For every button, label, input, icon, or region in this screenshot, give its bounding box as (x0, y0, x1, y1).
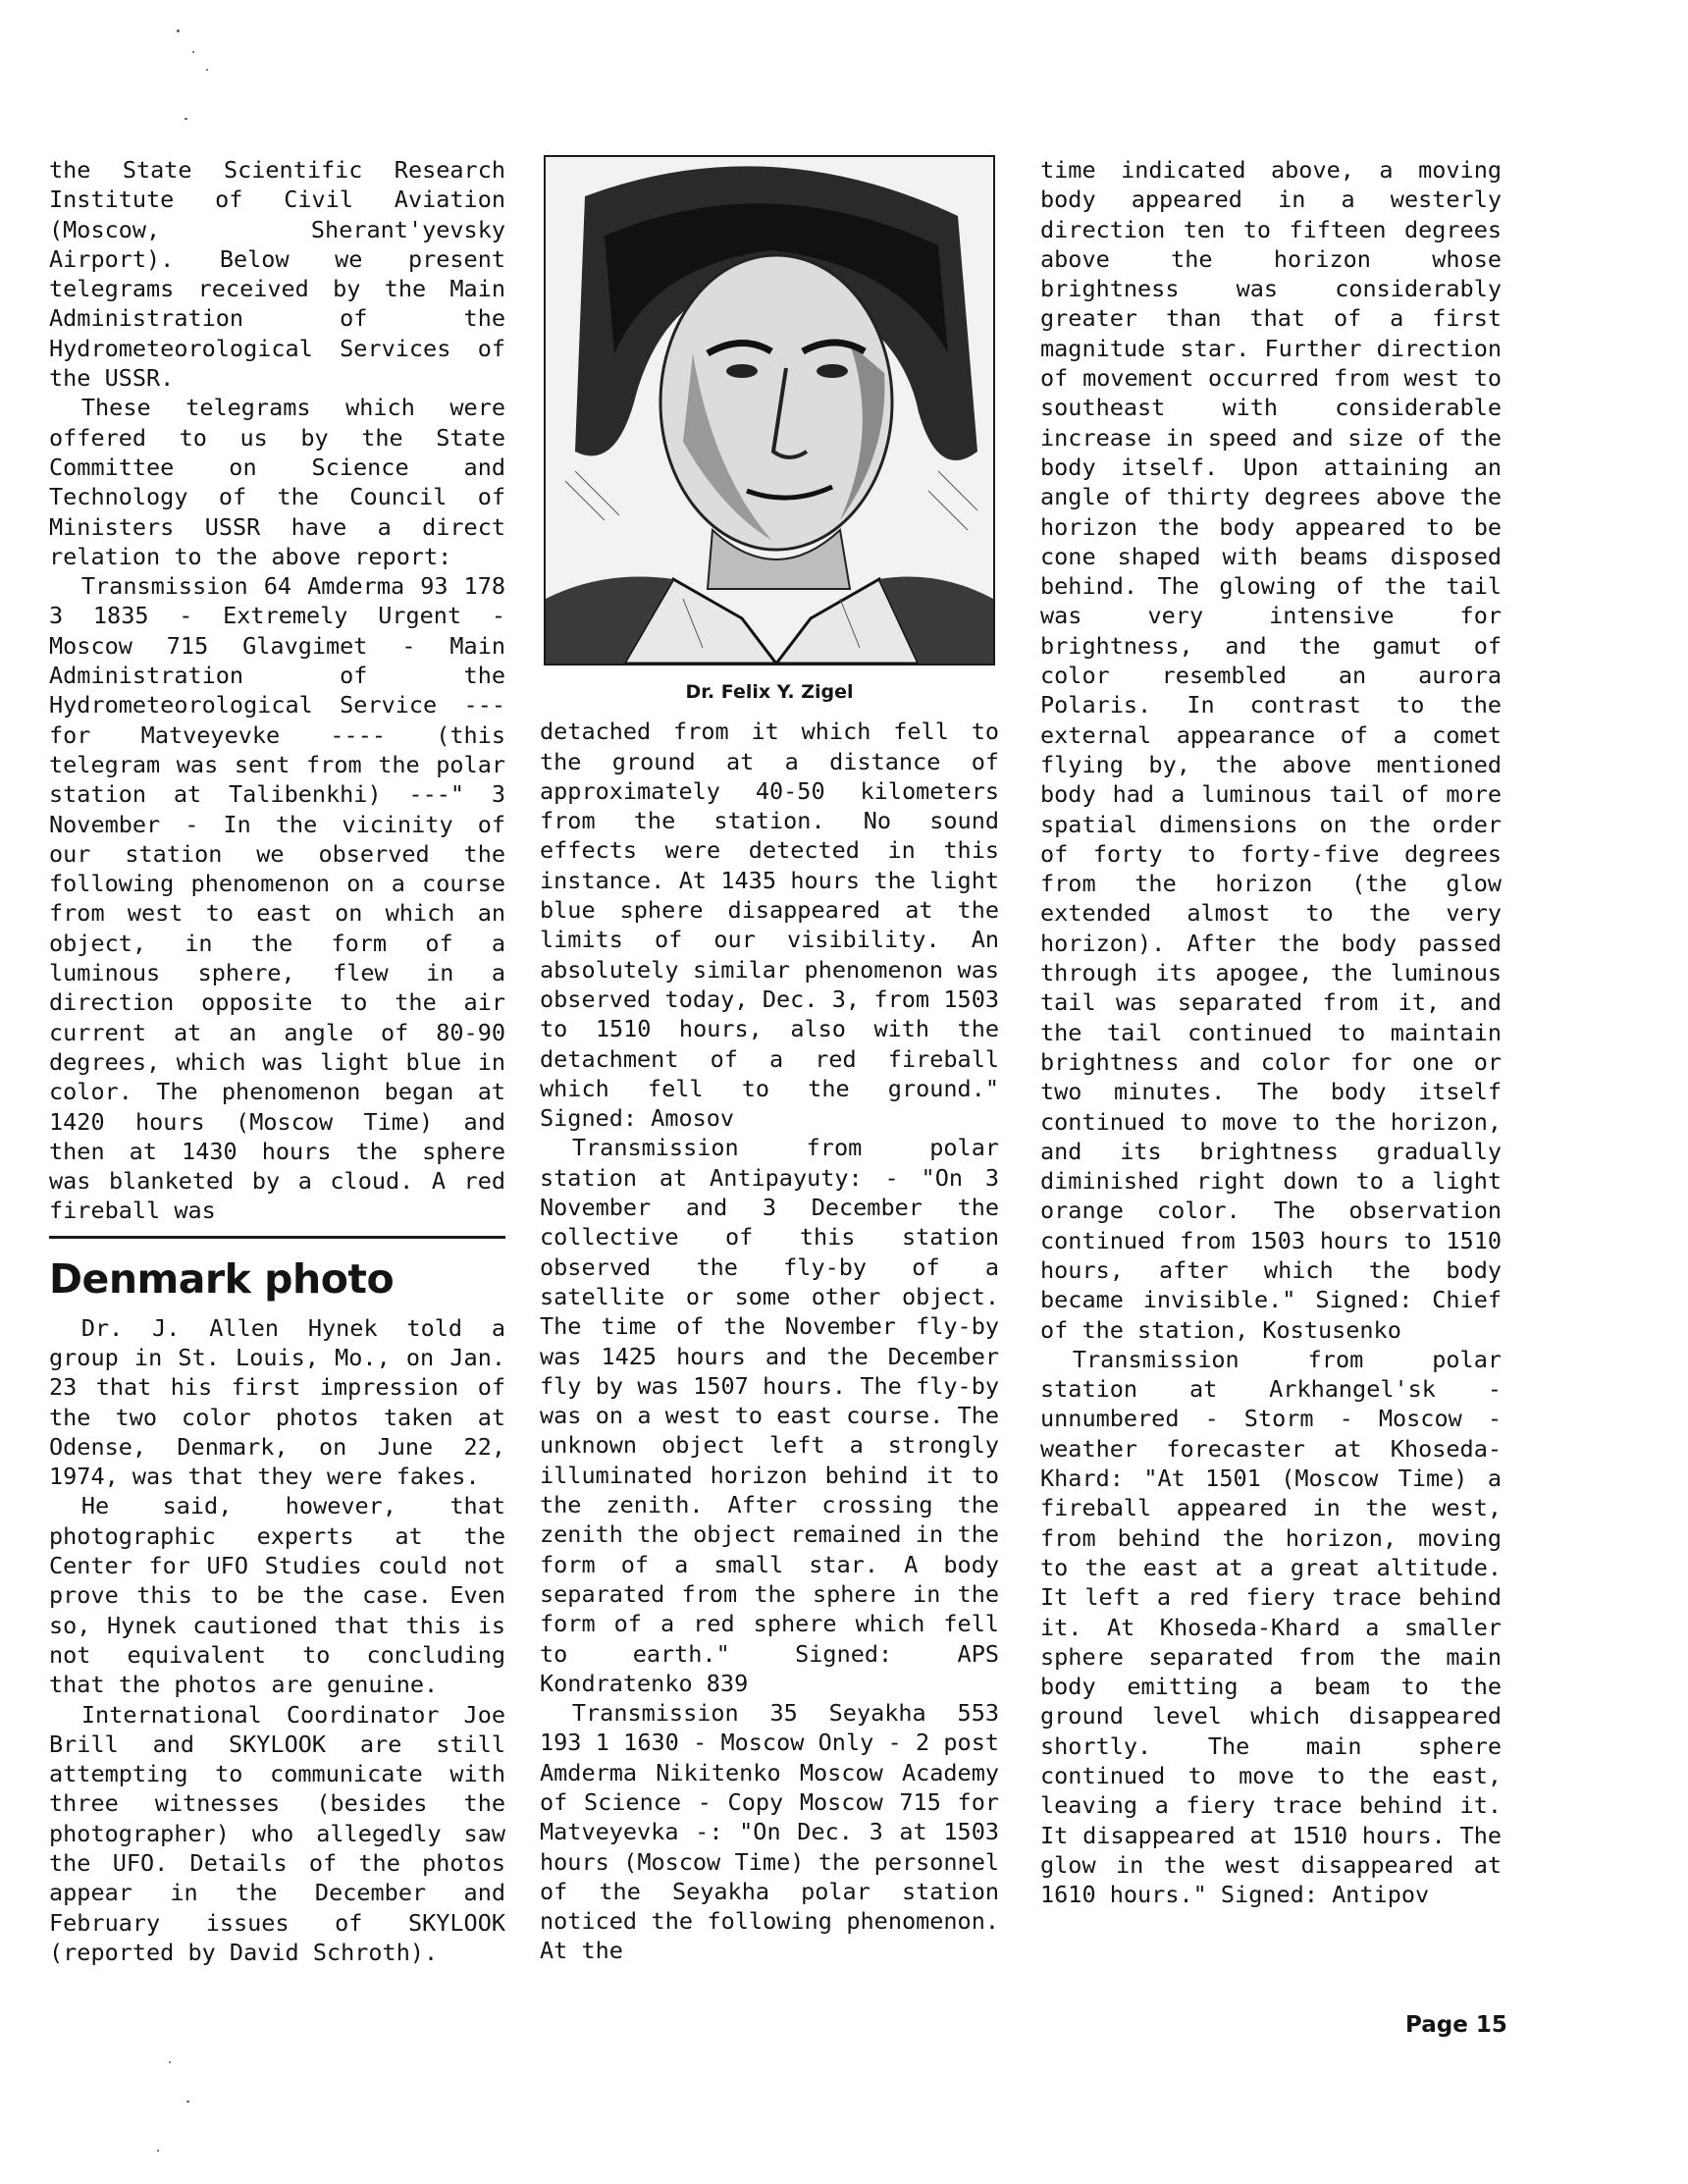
paragraph: the State Scientific Research Institute of Civil Aviation (Moscow, Sherant'yevsky Airport). Below we present telegrams received by the Main Administration of the Hydrometeorological Services of the USSR. (49, 156, 505, 393)
paragraph: Transmission from polar station at Antipayuty: - "On 3 November and 3 December the collective of this station observed the fly-by of a satellite or some other object. The time of the November fly-by was 1425 hours and the December fly by was 1507 hours. The fly-by was on a west to east course. The unknown object left a strongly illuminated horizon behind it to the zenith. After crossing the zenith the object remained in the form of a small star. A body separated from the sphere in the form of a red sphere which fell to earth." Signed: APS Kondratenko 839 (540, 1134, 999, 1697)
column-right (1040, 155, 1502, 1910)
paragraph: detached from it which fell to the ground at a distance of approximately 40-50 kilometers from the station. No sound effects were detected in this instance. At 1435 hours the light blue sphere disappeared at the limits of our visibility. An absolutely similar phenomenon was observed today, Dec. 3, from 1503 to 1510 hours, also with the detachment of a red fireball which fell to the ground." Signed: Amosov (540, 718, 999, 1133)
scan-speck (186, 2101, 189, 2103)
paragraph: Transmission from polar station at Arkhangel'sk - unnumbered - Storm - Moscow - weather forecaster at Khoseda-Khard: "At 1501 (Moscow Time) a fireball appeared in the west, from behind the horizon, moving to the east at a great altitude. It left a red fiery trace behind it. At Khoseda-Khard a smaller sphere separated from the main body emitting a beam to the ground level which disappeared shortly. The main sphere continued to move to the east, leaving a fiery trace behind it. It disappeared at 1510 hours. The glow in the west disappeared at 1610 hours." Signed: Antipov (1040, 1345, 1502, 1909)
paragraph: These telegrams which were offered to us by the State Committee on Science and Technology of the Council of Ministers USSR have a direct relation to the above report: (49, 394, 505, 570)
page-number: Page 15 (1405, 2012, 1507, 2038)
paragraph: time indicated above, a moving body appeared in a westerly direction ten to fifteen degrees above the horizon whose brightness was considerably greater than that of a first magnitude star. Further direction of movement occurred from west to southeast with considerable increase in speed and size of the body itself. Upon attaining an angle of thirty degrees above the horizon the body appeared to be cone shaped with beams disposed behind. The glowing of the tail was very intensive for brightness, and the gamut of color resembled an aurora Polaris. In contrast to the external appearance of a comet flying by, the above mentioned body had a luminous tail of more spatial dimensions on the order of forty to forty-five degrees from the horizon (the glow extended almost to the very horizon). After the body passed through its apogee, the luminous tail was separated from it, and the tail continued to maintain brightness and color for one or two minutes. The body itself continued to move to the horizon, and its brightness gradually diminished right down to a light orange color. The observation continued from 1503 hours to 1510 hours, after which the body became invisible." Signed: Chief of the station, Kostusenko (1040, 156, 1502, 1344)
paragraph: Dr. J. Allen Hynek told a group in St. Louis, Mo., on Jan. 23 that his first impression of the two color photos taken at Odense, Denmark, on June 22, 1974, was that they were fakes. (49, 1313, 505, 1491)
scan-speck (206, 69, 208, 71)
portrait-photo (544, 155, 995, 666)
scan-speck (192, 51, 194, 53)
portrait-illustration (546, 157, 993, 664)
scan-speck (185, 118, 187, 120)
column-middle (540, 155, 999, 1966)
paragraph: International Coordinator Joe Brill and SKYLOOK are still attempting to communicate with three witnesses (besides the photographer) who allegedly saw the UFO. Details of the photos appear in the December and February issues of SKYLOOK (reported by David Schroth). (49, 1700, 505, 1966)
scan-speck (157, 2150, 159, 2152)
column-left (49, 155, 505, 1967)
photo-caption: Dr. Felix Y. Zigel (685, 681, 854, 703)
paragraph: Transmission 64 Amderma 93 178 3 1835 - Extremely Urgent - Moscow 715 Glavgimet - Main Administration of the Hydrometeorological Service --- for Matveyevke ---- (this telegram was sent from the polar station at Talibenkhi) ---" 3 November - In the vicinity of our station we observed the following phenomenon on a course from west to east on which an object, in the form of a luminous sphere, flew in a direction opposite to the air current at an angle of 80-90 degrees, which was light blue in color. The phenomenon began at 1420 hours (Moscow Time) and then at 1430 hours the sphere was blanketed by a cloud. A red fireball was (49, 572, 505, 1225)
scan-speck (169, 2061, 171, 2063)
paragraph: Transmission 35 Seyakha 553 193 1 1630 - Moscow Only - 2 post Amderma Nikitenko Moscow Academy of Science - Copy Moscow 715 for Matveyevka -: "On Dec. 3 at 1503 hours (Moscow Time) the personnel of the Seyakha polar station noticed the following phenomenon. At the (540, 1699, 999, 1965)
section-divider (49, 1236, 505, 1239)
article-headline: Denmark photo (49, 1254, 395, 1303)
paragraph: He said, however, that photographic experts at the Center for UFO Studies could not prove this to be the case. Even so, Hynek cautioned that this is not equivalent to concluding that the photos are genuine. (49, 1492, 505, 1699)
scan-speck (177, 29, 180, 32)
